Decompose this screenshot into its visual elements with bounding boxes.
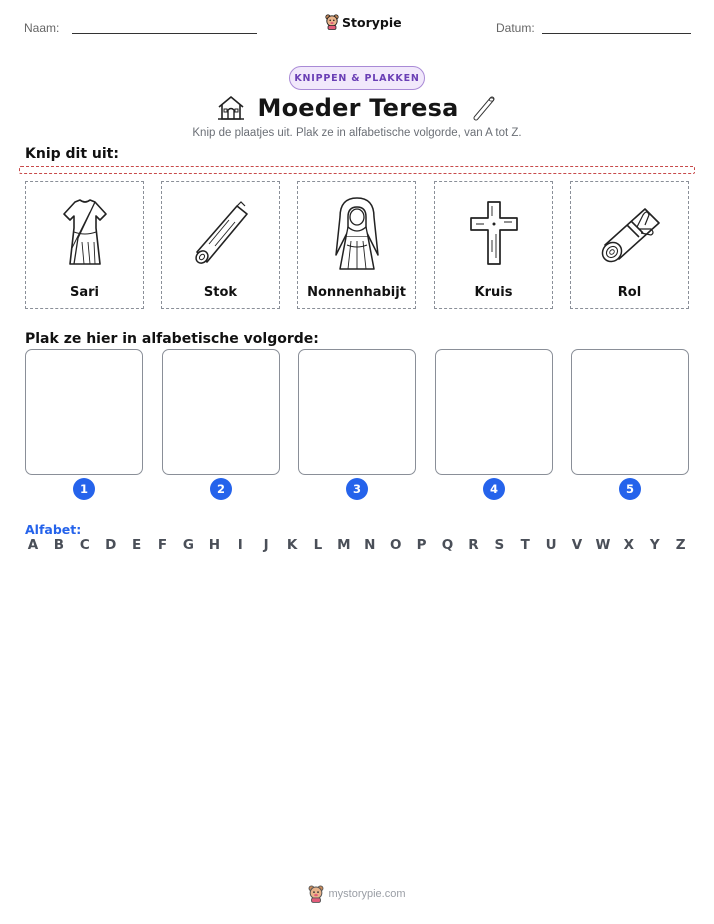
number-badge-5: 5 — [619, 478, 641, 500]
brand-logo — [325, 14, 402, 30]
paste-box-1[interactable] — [25, 349, 143, 475]
cut-card-label: Nonnenhabijt — [307, 285, 406, 300]
scroll-art — [571, 190, 688, 276]
house-icon — [216, 94, 246, 122]
paste-box-2[interactable] — [162, 349, 280, 475]
alphabet-title: Alfabet: — [25, 522, 82, 537]
alphabet-letter: G — [182, 537, 194, 553]
cross-art — [435, 190, 552, 276]
cut-card-label: Rol — [617, 285, 642, 300]
alphabet-letter: X — [623, 537, 635, 553]
name-line[interactable] — [72, 33, 257, 34]
footer — [0, 885, 714, 903]
alphabet-letter: M — [337, 537, 351, 553]
alphabet-letter: J — [263, 537, 269, 553]
header-row — [0, 14, 714, 44]
sari-icon — [58, 198, 112, 268]
stick-title-icon — [470, 94, 498, 122]
number-badge-3: 3 — [346, 478, 368, 500]
alphabet-letter: C — [79, 537, 90, 553]
title-row — [0, 90, 714, 126]
alphabet-letter: D — [105, 537, 117, 553]
cut-card-kruis[interactable] — [434, 181, 553, 309]
nun-habit-art — [298, 190, 415, 276]
sari-art — [26, 190, 143, 276]
scroll-icon — [595, 199, 665, 267]
alphabet-letter: B — [53, 537, 65, 553]
paste-box-4[interactable] — [435, 349, 553, 475]
cross-icon — [468, 200, 520, 266]
cut-card-stok[interactable] — [161, 181, 280, 309]
cut-card-label: Kruis — [474, 285, 513, 300]
paste-heading: Plak ze hier in alfabetische volgorde: — [25, 331, 319, 347]
alphabet-letter: H — [208, 537, 220, 553]
cut-heading: Knip dit uit: — [25, 146, 119, 162]
alphabet-letter: I — [237, 537, 243, 553]
alphabet-letter: V — [571, 537, 583, 553]
alphabet-letter: Z — [675, 537, 686, 553]
alphabet-letter: Y — [649, 537, 660, 553]
alphabet-letter: W — [595, 537, 611, 553]
alphabet-letter: Q — [441, 537, 454, 553]
alphabet-letter: U — [545, 537, 557, 553]
date-label: Datum: — [496, 21, 535, 35]
cut-card-rol[interactable] — [570, 181, 689, 309]
number-badge-4: 4 — [483, 478, 505, 500]
stick-art — [162, 190, 279, 276]
name-label: Naam: — [24, 21, 60, 35]
page-title: Moeder Teresa — [257, 94, 459, 122]
alphabet-letter: K — [286, 537, 298, 553]
cut-line — [19, 166, 695, 174]
number-badge-1: 1 — [73, 478, 95, 500]
stick-icon — [189, 200, 253, 266]
cut-card-sari[interactable] — [25, 181, 144, 309]
footer-url[interactable]: mystorypie.com — [328, 888, 406, 900]
date-line[interactable] — [542, 33, 691, 34]
alphabet-row — [25, 537, 689, 555]
alphabet-letter: L — [313, 537, 323, 553]
activity-badge: KNIPPEN & PLAKKEN — [289, 66, 425, 90]
alphabet-letter: S — [494, 537, 505, 553]
brand-name: Storypie — [342, 14, 402, 30]
alphabet-letter: T — [520, 537, 530, 553]
alphabet-letter: F — [157, 537, 168, 553]
alphabet-letter: O — [389, 537, 402, 553]
paste-box-3[interactable] — [298, 349, 416, 475]
alphabet-letter: R — [468, 537, 479, 553]
alphabet-letter: P — [416, 537, 427, 553]
cut-card-label: Sari — [69, 285, 99, 300]
paste-box-5[interactable] — [571, 349, 689, 475]
bear-logo-icon — [325, 14, 339, 30]
cut-card-nonnenhabijt[interactable] — [297, 181, 416, 309]
cut-card-label: Stok — [203, 285, 238, 300]
bear-footer-icon — [308, 885, 324, 903]
alphabet-letter: N — [364, 537, 376, 553]
number-badge-2: 2 — [210, 478, 232, 500]
alphabet-letter: E — [132, 537, 142, 553]
instruction-text: Knip de plaatjes uit. Plak ze in alfabetische volgorde, van A tot Z. — [192, 127, 522, 139]
alphabet-letter: A — [27, 537, 39, 553]
nun-habit-icon — [330, 195, 384, 271]
